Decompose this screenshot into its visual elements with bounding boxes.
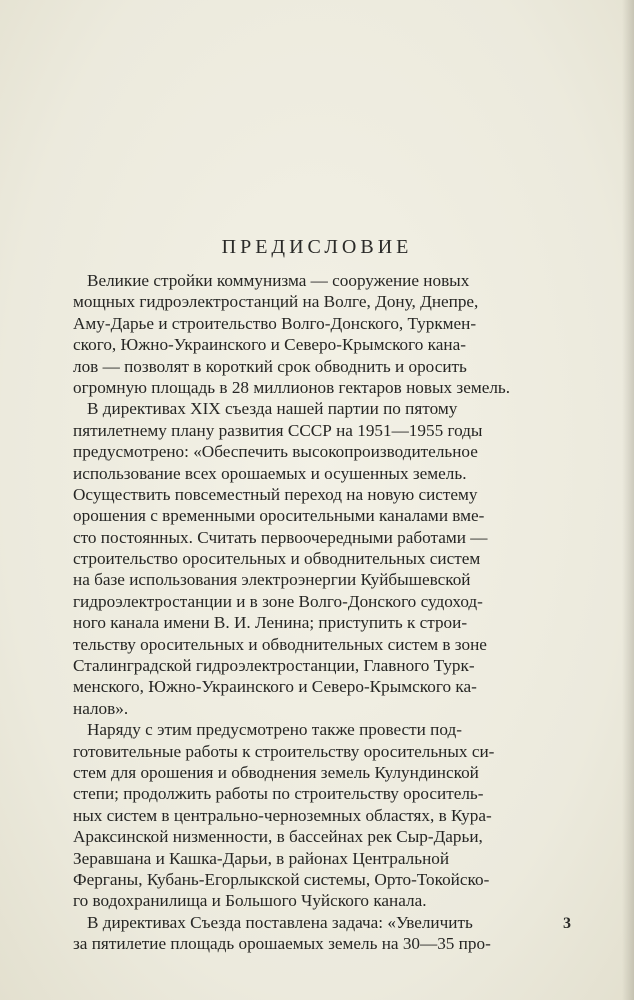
text-line: мощных гидроэлектростанций на Волге, Дону, Днепре,: [73, 292, 479, 312]
text-line: огромную площадь в 28 миллионов гектаров новых земель.: [73, 377, 511, 397]
text-line: ных систем в центрально-черноземных областях, в Кура-: [73, 805, 492, 825]
text-line: гидроэлектростанции и в зоне Волго-Донского судоход-: [73, 591, 483, 611]
text-line: стем для орошения и обводнения земель Кулундинской: [73, 762, 479, 782]
text-line: степи; продолжить работы по строительству ороситель-: [73, 784, 484, 804]
text-line: ного канала имени В. И. Ленина; приступить к строи-: [73, 613, 468, 633]
text-line: Араксинской низменности, в бассейнах рек Сыр-Дарьи,: [73, 827, 483, 847]
page-spine-shadow: [622, 0, 634, 1000]
text-line: лов — позволят в короткий срок обводнить и оросить: [73, 356, 467, 376]
text-line: го водохранилища и Большого Чуйского канала.: [73, 891, 427, 911]
page-heading: ПРЕДИСЛОВИЕ: [221, 236, 413, 258]
text-line: менского, Южно-Украинского и Северо-Крымского ка-: [73, 677, 477, 697]
text-line: тельству оросительных и обводнительных систем в зоне: [73, 634, 487, 654]
text-line: налов».: [73, 698, 129, 718]
text-line: пятилетнему плану развития СССР на 1951—1955 годы: [73, 420, 483, 440]
text-line: Великие стройки коммунизма — сооружение новых: [87, 271, 470, 290]
text-line: орошения с временными оросительными каналами вме-: [73, 506, 485, 526]
text-line: В директивах Съезда поставлена задача: «Увеличить: [87, 912, 473, 932]
text-line: использование всех орошаемых и осушенных земель.: [73, 463, 467, 483]
text-line: строительство оросительных и обводнительных систем: [73, 549, 481, 569]
text-line: предусмотрено: «Обеспечить высокопроизводительное: [73, 442, 478, 462]
text-line: сто постоянных. Считать первоочередными работами —: [73, 527, 488, 547]
text-line: за пятилетие площадь орошаемых земель на 30—35 про-: [73, 934, 491, 954]
text-line: Сталинградской гидроэлектростанции, Главного Турк-: [73, 656, 475, 676]
text-line: Наряду с этим предусмотрено также провести под-: [87, 720, 462, 740]
body-text: [73, 270, 570, 955]
text-line: Ферганы, Кубань-Егорлыкской системы, Орто-Токойско-: [73, 869, 490, 889]
text-line: Осуществить повсеместный переход на новую систему: [73, 484, 478, 504]
text-line: В директивах XIX съезда нашей партии по пятому: [87, 399, 458, 419]
text-line: на базе использования электроэнергии Куйбышевской: [73, 570, 471, 590]
page-number: 3: [563, 915, 571, 932]
text-line: Зеравшана и Кашка-Дарьи, в районах Центральной: [73, 848, 450, 868]
text-line: ского, Южно-Украинского и Северо-Крымского кана-: [73, 335, 466, 355]
text-line: Аму-Дарье и строительство Волго-Донского, Туркмен-: [73, 313, 477, 333]
text-line: готовительные работы к строительству оросительных си-: [73, 741, 495, 761]
